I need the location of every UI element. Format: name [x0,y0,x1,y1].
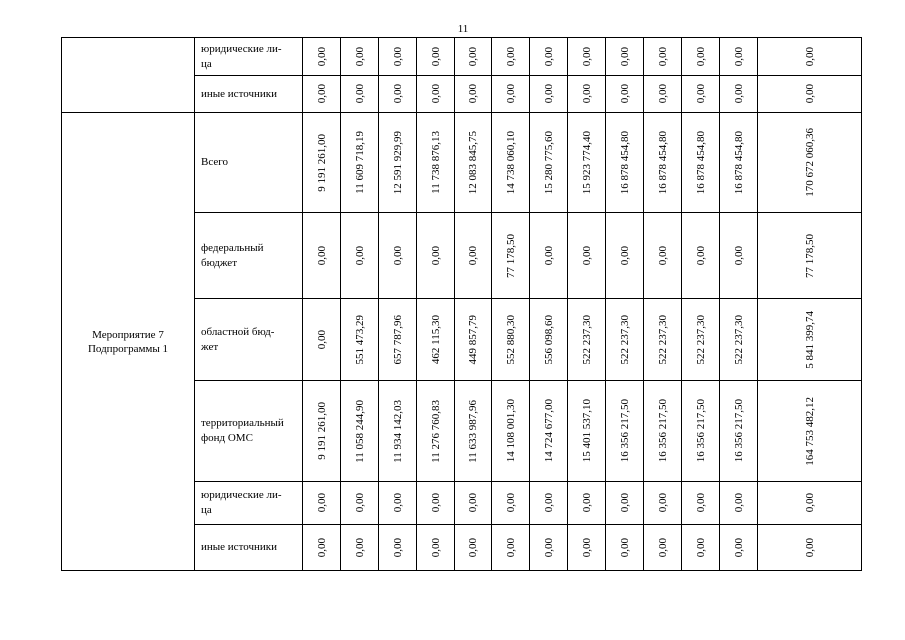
year-value-cell [568,299,606,381]
year-value: 14 108 001,30 [504,399,517,463]
year-value-cell [379,381,417,482]
year-value: 0,00 [656,245,669,266]
year-value: 0,00 [391,46,404,67]
funding-source-line: федеральный [201,241,264,254]
year-value: 552 880,30 [504,314,517,365]
funding-source-line: юридические ли- [201,42,282,55]
total-value-cell [758,213,862,299]
year-value-cell [682,213,720,299]
year-value-cell [644,482,682,525]
year-value-cell [682,381,720,482]
year-value-cell [455,381,492,482]
year-value: 522 237,30 [656,314,669,365]
year-value: 0,00 [732,537,745,558]
year-value: 0,00 [618,493,631,513]
year-value: 11 609 718,19 [353,131,366,194]
year-value-cell [720,525,758,571]
year-value: 0,00 [429,537,442,558]
year-value-cell [341,38,379,76]
funding-source-line: областной бюд- [201,325,275,338]
year-value-cell [606,76,644,113]
year-value: 0,00 [656,84,669,104]
year-value-cell [682,525,720,571]
funding-source-label [201,325,274,355]
year-value-cell [568,482,606,525]
year-value-cell [492,299,530,381]
year-value-cell [606,38,644,76]
year-value-cell [682,299,720,381]
total-value-cell [758,482,862,525]
year-value: 0,00 [694,537,707,558]
year-value-cell [644,38,682,76]
year-value: 15 280 775,60 [542,130,555,195]
year-value: 9 191 261,00 [315,402,328,460]
year-value-cell [606,482,644,525]
year-value: 11 934 142,03 [391,399,404,463]
year-value: 12 083 845,75 [467,130,479,195]
year-value-cell [568,113,606,213]
total-value: 0,00 [803,84,816,104]
year-value-cell [720,113,758,213]
funding-source-line: ца [201,504,212,516]
year-value: 0,00 [694,84,707,104]
year-value: 15 401 537,10 [580,399,593,463]
year-value-cell [341,381,379,482]
year-value-cell [379,113,417,213]
year-value-cell [303,213,341,299]
year-value: 0,00 [694,493,707,513]
year-value: 77 178,50 [504,233,517,278]
year-value: 0,00 [467,84,479,104]
year-value-cell [417,381,455,482]
total-value-cell [758,76,862,113]
year-value-cell [720,76,758,113]
measure-name-cell [62,113,195,571]
year-value: 0,00 [391,245,404,266]
funding-source-label [201,241,264,271]
year-value: 0,00 [429,84,442,104]
total-value-cell [758,38,862,76]
year-value: 14 738 060,10 [504,130,517,195]
total-value: 164 753 482,12 [803,396,816,466]
year-value-cell [644,213,682,299]
year-value-cell [455,213,492,299]
year-value: 0,00 [353,493,366,513]
year-value: 11 738 876,13 [429,131,442,194]
funding-source-line: иные источники [201,541,277,553]
year-value-cell [530,482,568,525]
year-value: 0,00 [429,46,442,67]
year-value: 0,00 [732,46,745,67]
total-value: 0,00 [803,537,816,558]
total-value-cell [758,113,862,213]
year-value: 0,00 [618,84,631,104]
total-value-cell [758,381,862,482]
year-value: 0,00 [353,245,366,266]
year-value-cell [455,525,492,571]
year-value: 0,00 [580,493,593,513]
year-value-cell [303,113,341,213]
funding-source-cell [195,38,303,76]
year-value: 0,00 [656,537,669,558]
year-value-cell [303,482,341,525]
year-value: 16 356 217,50 [656,399,669,463]
year-value-cell [417,76,455,113]
year-value-cell [455,113,492,213]
year-value: 0,00 [542,245,555,266]
year-value: 0,00 [504,46,517,67]
year-value: 0,00 [353,537,366,558]
year-value: 0,00 [732,493,745,513]
year-value: 0,00 [391,537,404,558]
year-value: 0,00 [732,84,745,104]
year-value: 0,00 [694,245,707,266]
year-value-cell [644,113,682,213]
year-value-cell [379,213,417,299]
page-number: 11 [457,23,469,35]
year-value-cell [530,525,568,571]
year-value-cell [341,113,379,213]
year-value: 522 237,30 [694,314,707,365]
year-value-cell [417,213,455,299]
funding-source-cell [195,381,303,482]
measure-cell-continued [62,38,195,113]
year-value: 0,00 [353,46,366,67]
year-value-cell [720,213,758,299]
year-value-cell [568,381,606,482]
year-value-cell [303,525,341,571]
measure-name [88,328,168,356]
year-value-cell [341,213,379,299]
year-value: 556 098,60 [542,314,555,365]
funding-source-line: ца [201,57,212,70]
year-value-cell [682,482,720,525]
year-value: 16 356 217,50 [618,399,631,463]
year-value-cell [568,76,606,113]
year-value: 0,00 [315,493,328,513]
year-value-cell [379,299,417,381]
year-value: 0,00 [429,493,442,513]
year-value-cell [530,38,568,76]
year-value: 522 237,30 [580,314,593,365]
total-value-cell [758,299,862,381]
year-value: 0,00 [315,329,328,350]
year-value: 0,00 [580,84,593,104]
year-value-cell [682,38,720,76]
funding-source-label [201,42,282,72]
year-value: 0,00 [618,46,631,67]
year-value-cell [455,299,492,381]
year-value-cell [417,525,455,571]
year-value: 0,00 [391,493,404,513]
year-value-cell [720,381,758,482]
year-value: 0,00 [504,537,517,558]
year-value: 0,00 [429,245,442,266]
year-value-cell [455,482,492,525]
year-value-cell [379,38,417,76]
year-value-cell [644,381,682,482]
year-value: 0,00 [542,493,555,513]
year-value-cell [303,76,341,113]
year-value: 0,00 [504,84,517,104]
funding-source-cell [195,299,303,381]
funding-source-line: юридические ли- [201,489,282,501]
year-value: 16 878 454,80 [694,130,707,195]
year-value: 0,00 [315,46,328,67]
year-value-cell [492,38,530,76]
funding-source-cell [195,525,303,571]
year-value-cell [682,76,720,113]
year-value: 16 878 454,80 [656,130,669,195]
year-value: 0,00 [353,84,366,104]
funding-source-line: фонд ОМС [201,432,253,444]
funding-source-line: иные источники [201,87,277,100]
year-value-cell [492,76,530,113]
year-value-cell [530,76,568,113]
year-value: 0,00 [467,46,479,67]
year-value-cell [379,76,417,113]
year-value: 0,00 [580,46,593,67]
year-value: 14 724 677,00 [542,399,555,463]
funding-source-cell [195,113,303,213]
year-value-cell [606,299,644,381]
year-value-cell [644,525,682,571]
year-value: 0,00 [618,537,631,558]
year-value: 0,00 [467,493,479,513]
funding-source-line: жет [201,340,219,353]
year-value-cell [606,213,644,299]
year-value-cell [530,381,568,482]
year-value-cell [341,299,379,381]
year-value-cell [303,299,341,381]
year-value-cell [720,482,758,525]
year-value: 15 923 774,40 [580,130,593,195]
year-value-cell [492,113,530,213]
funding-source-label [201,155,228,170]
year-value: 0,00 [656,46,669,67]
year-value: 16 356 217,50 [694,399,707,463]
funding-source-label [201,488,282,518]
year-value-cell [303,381,341,482]
year-value: 551 473,29 [353,314,366,365]
year-value: 11 276 760,83 [429,399,442,463]
year-value: 0,00 [580,537,593,558]
year-value-cell [455,76,492,113]
year-value-cell [379,525,417,571]
total-value-cell [758,525,862,571]
financing-table [61,37,862,571]
year-value: 522 237,30 [618,314,631,365]
funding-source-cell [195,213,303,299]
year-value-cell [682,113,720,213]
total-value: 0,00 [803,493,816,513]
year-value-cell [341,76,379,113]
year-value-cell [492,381,530,482]
year-value-cell [644,299,682,381]
year-value-cell [720,299,758,381]
year-value-cell [606,381,644,482]
year-value-cell [530,113,568,213]
year-value-cell [492,213,530,299]
year-value: 11 633 987,96 [467,399,479,463]
funding-source-cell [195,482,303,525]
funding-source-line: территориальный [201,417,284,429]
total-value: 77 178,50 [803,233,816,278]
year-value-cell [417,482,455,525]
year-value: 0,00 [618,245,631,266]
year-value: 16 356 217,50 [732,399,745,463]
year-value-cell [341,525,379,571]
year-value: 0,00 [656,493,669,513]
total-value: 5 841 399,74 [803,310,816,369]
year-value: 0,00 [467,245,479,266]
year-value: 449 857,79 [467,314,479,365]
funding-source-label [201,87,277,102]
year-value: 0,00 [467,537,479,558]
year-value: 462 115,30 [429,314,442,365]
year-value: 657 787,96 [391,314,404,365]
measure-name-line: Подпрограммы 1 [87,342,169,355]
year-value: 0,00 [315,84,328,104]
year-value: 0,00 [504,493,517,513]
year-value: 522 237,30 [732,314,745,365]
year-value-cell [606,525,644,571]
year-value: 12 591 929,99 [391,130,404,195]
year-value-cell [644,76,682,113]
year-value-cell [568,213,606,299]
year-value: 0,00 [542,46,555,67]
year-value-cell [606,113,644,213]
year-value-cell [568,525,606,571]
year-value-cell [455,38,492,76]
year-value: 0,00 [694,46,707,67]
year-value: 0,00 [732,245,745,266]
year-value-cell [720,38,758,76]
year-value-cell [530,299,568,381]
measure-name-line: Мероприятие 7 [92,328,164,341]
year-value-cell [303,38,341,76]
total-value: 0,00 [803,46,816,67]
year-value: 0,00 [315,245,328,266]
year-value: 16 878 454,80 [618,130,631,195]
year-value-cell [417,299,455,381]
year-value: 11 058 244,90 [353,399,366,463]
funding-source-label [201,416,284,446]
year-value: 0,00 [542,84,555,104]
year-value: 9 191 261,00 [315,133,328,192]
year-value-cell [417,38,455,76]
total-value: 170 672 060,36 [803,128,816,197]
year-value-cell [492,525,530,571]
year-value: 0,00 [542,537,555,558]
funding-source-cell [195,76,303,113]
year-value-cell [492,482,530,525]
year-value-cell [530,213,568,299]
year-value: 16 878 454,80 [732,130,745,195]
year-value: 0,00 [580,245,593,266]
year-value-cell [379,482,417,525]
funding-source-line: бюджет [201,256,237,269]
year-value-cell [417,113,455,213]
funding-source-label [201,540,277,555]
year-value-cell [341,482,379,525]
year-value: 0,00 [315,537,328,558]
funding-source-line: Всего [201,156,228,168]
year-value: 0,00 [391,84,404,104]
year-value-cell [568,38,606,76]
